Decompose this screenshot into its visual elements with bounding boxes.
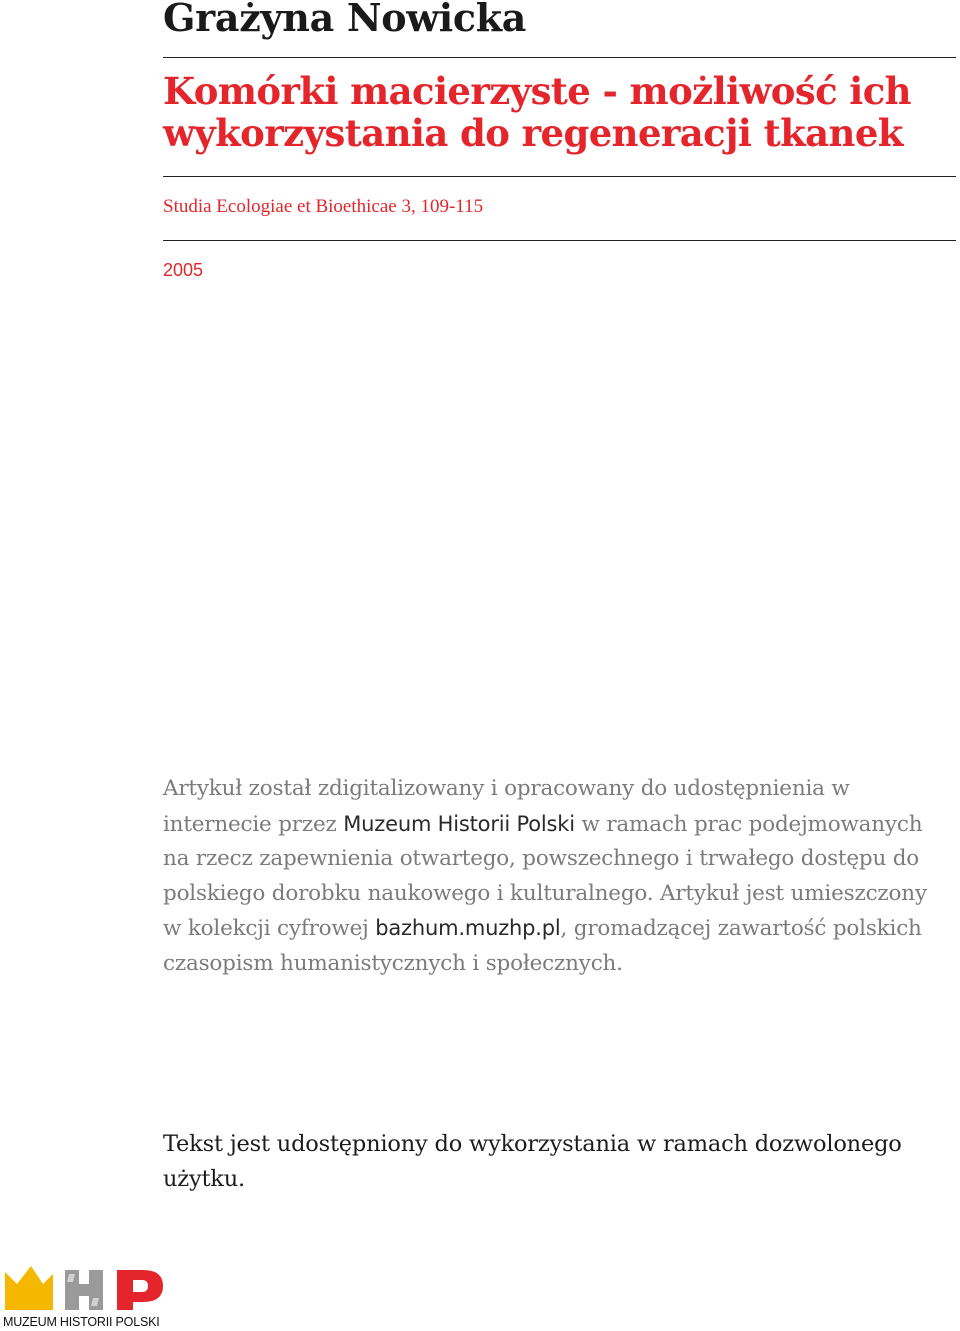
divider-middle: [163, 176, 956, 177]
license-note: Tekst jest udostępniony do wykorzystania w ramach dozwolonego użytku.: [163, 1131, 902, 1192]
logo-p-shape: [117, 1270, 163, 1310]
divider-bottom: [163, 240, 956, 241]
digitization-note-part1: Artykuł został zdigitalizowany i opracowany do udostępnienia w internecie przez: [163, 776, 850, 837]
divider-top: [163, 57, 956, 58]
digitization-note: [163, 772, 943, 981]
digitization-note-part2: w ramach prac podejmowanych na rzecz zapewnienia otwartego, powszechnego i trwałego dostępu do polskiego dorobku naukowego i kulturalnego. Artykuł jest umieszczony w kolekcji cyfrowej: [163, 811, 927, 941]
author-name: Grażyna Nowicka: [163, 0, 527, 40]
museum-logo: [3, 1262, 168, 1331]
institution-name: Muzeum Historii Polski: [343, 811, 575, 836]
collection-link[interactable]: bazhum.muzhp.pl: [375, 916, 561, 940]
digitization-note-part3: , gromadzącej zawartość polskich czasopism humanistycznych i społecznych.: [163, 916, 922, 976]
logo-caption: MUZEUM HISTORII POLSKI: [3, 1315, 160, 1329]
museum-logo-icon: [3, 1262, 168, 1314]
publication-year: 2005: [163, 260, 204, 280]
article-title: Komórki macierzyste - możliwość ich wykorzystania do regeneracji tkanek: [163, 69, 911, 155]
journal-source: Studia Ecologiae et Bioethicae 3, 109-115: [163, 196, 484, 217]
logo-m-shape: [5, 1266, 53, 1310]
